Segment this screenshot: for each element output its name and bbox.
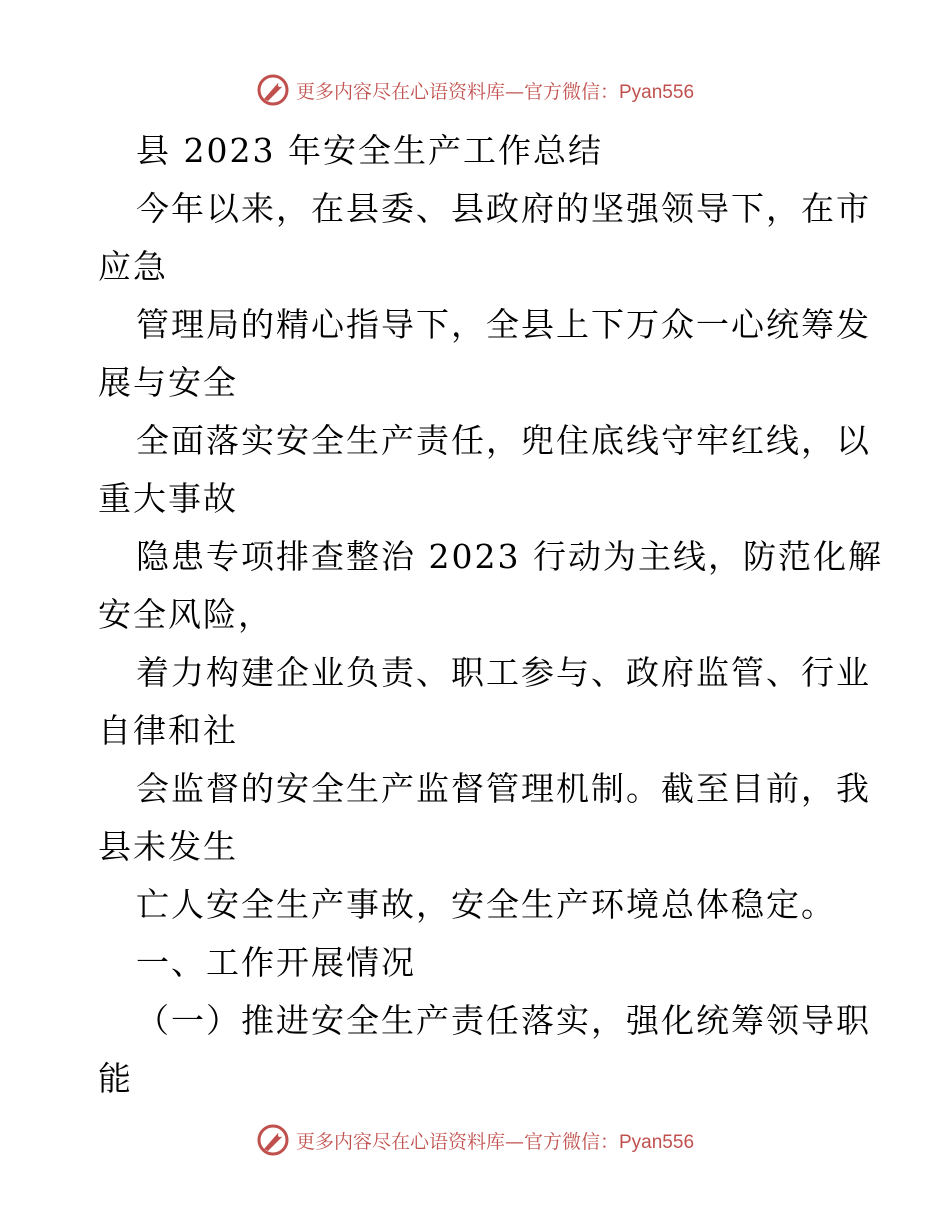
doc-line: 展与安全 bbox=[98, 363, 238, 402]
pen-logo-icon bbox=[256, 73, 290, 107]
doc-line: 会监督的安全生产监督管理机制。截至目前，我 bbox=[136, 769, 871, 808]
doc-line: 重大事故 bbox=[98, 479, 238, 518]
doc-line: 安全风险， bbox=[98, 595, 273, 634]
document-body bbox=[98, 122, 883, 1108]
watermark-text bbox=[296, 77, 694, 104]
header-watermark bbox=[0, 70, 950, 110]
watermark-wechat-id: Pyan556 bbox=[619, 1131, 695, 1153]
footer-watermark bbox=[0, 1120, 950, 1160]
watermark-text bbox=[296, 1127, 694, 1154]
doc-line: 应急 bbox=[98, 247, 168, 286]
doc-line: 能 bbox=[98, 1059, 133, 1098]
doc-line: 县未发生 bbox=[98, 827, 238, 866]
doc-line: 亡人安全生产事故，安全生产环境总体稳定。 bbox=[136, 885, 836, 924]
watermark-text-cn: 更多内容尽在心语资料库—官方微信： bbox=[295, 1130, 619, 1153]
doc-line: 全面落实安全生产责任，兜住底线守牢红线，以 bbox=[136, 421, 871, 460]
doc-line: 自律和社 bbox=[98, 711, 238, 750]
section-heading: 一、工作开展情况 bbox=[136, 943, 416, 982]
doc-line: 管理局的精心指导下，全县上下万众一心统筹发 bbox=[136, 305, 871, 344]
doc-line: 隐患专项排查整治 2023 行动为主线，防范化解 bbox=[136, 537, 883, 576]
watermark-text-cn: 更多内容尽在心语资料库—官方微信： bbox=[295, 80, 619, 103]
doc-line: 着力构建企业负责、职工参与、政府监管、行业 bbox=[136, 653, 871, 692]
pen-logo-icon bbox=[256, 1123, 290, 1157]
subsection-heading: （一）推进安全生产责任落实，强化统筹领导职 bbox=[136, 1001, 871, 1040]
doc-line: 县 2023 年安全生产工作总结 bbox=[136, 131, 603, 170]
doc-line: 今年以来，在县委、县政府的坚强领导下，在市 bbox=[136, 189, 871, 228]
watermark-wechat-id: Pyan556 bbox=[619, 81, 695, 103]
